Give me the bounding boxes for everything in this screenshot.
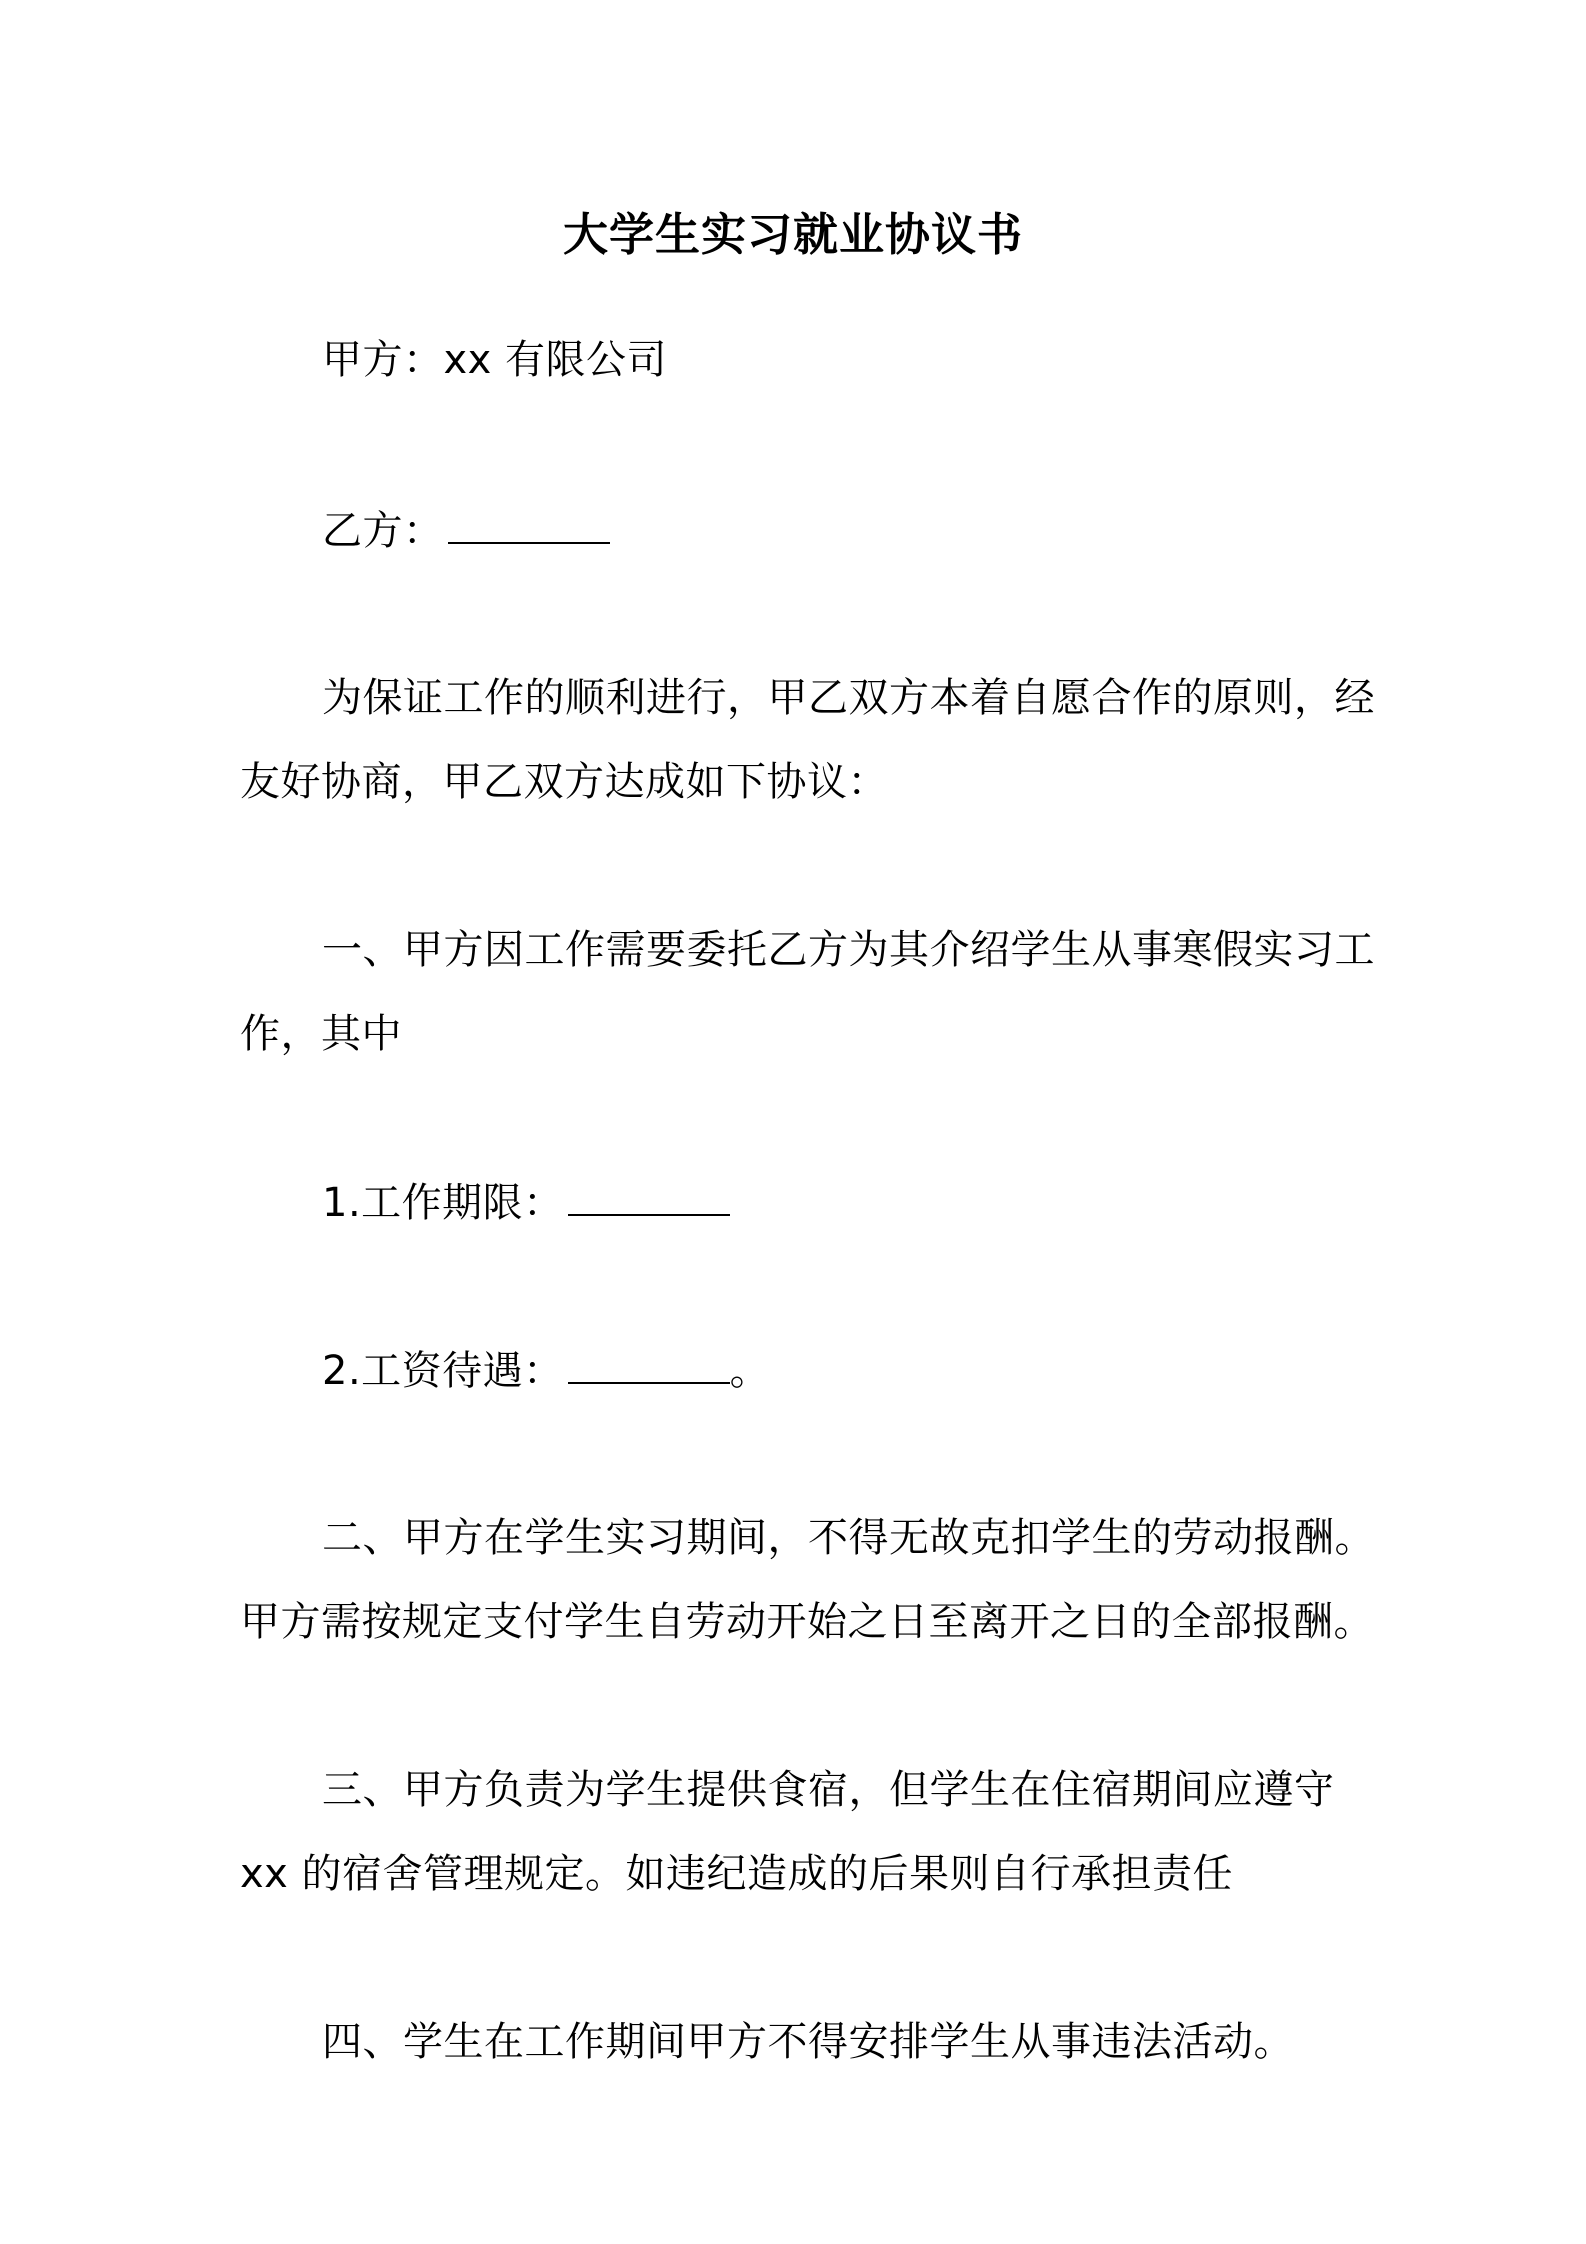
item-1-line <box>322 1172 1362 1233</box>
clause-3-line-2: xx 的宿舍管理规定。如违纪造成的后果则自行承担责任 <box>240 1851 1234 1897</box>
item-1-blank <box>568 1172 730 1216</box>
item-1-label: 1.工作期限： <box>322 1180 564 1226</box>
item-2-label: 2.工资待遇： <box>322 1348 564 1394</box>
intro-line-1: 为保证工作的顺利进行，甲乙双方本着自愿合作的原则，经 <box>322 675 1375 721</box>
clause-3-line-1: 三、甲方负责为学生提供食宿，但学生在住宿期间应遵守 <box>322 1767 1335 1813</box>
clause-4-line-1: 四、学生在工作期间甲方不得安排学生从事违法活动。 <box>322 2019 1294 2065</box>
party-a-line: 甲方：xx 有限公司 <box>322 337 668 383</box>
document-title: 大学生实习就业协议书 <box>562 208 1023 261</box>
party-b-blank <box>448 500 610 544</box>
party-b-label: 乙方： <box>322 508 444 554</box>
clause-1-line-1: 一、甲方因工作需要委托乙方为其介绍学生从事寒假实习工 <box>322 927 1375 973</box>
item-2-blank <box>568 1340 730 1384</box>
item-2-suffix: 。 <box>729 1348 771 1394</box>
clause-1-line-2: 作，其中 <box>240 1011 402 1057</box>
item-2-line <box>322 1340 1362 1401</box>
clause-2-line-2: 甲方需按规定支付学生自劳动开始之日至离开之日的全部报酬。 <box>240 1599 1374 1645</box>
clause-2-line-1: 二、甲方在学生实习期间，不得无故克扣学生的劳动报酬。 <box>322 1515 1375 1561</box>
party-b-line <box>322 500 1362 561</box>
intro-line-2: 友好协商，甲乙双方达成如下协议： <box>240 759 888 805</box>
